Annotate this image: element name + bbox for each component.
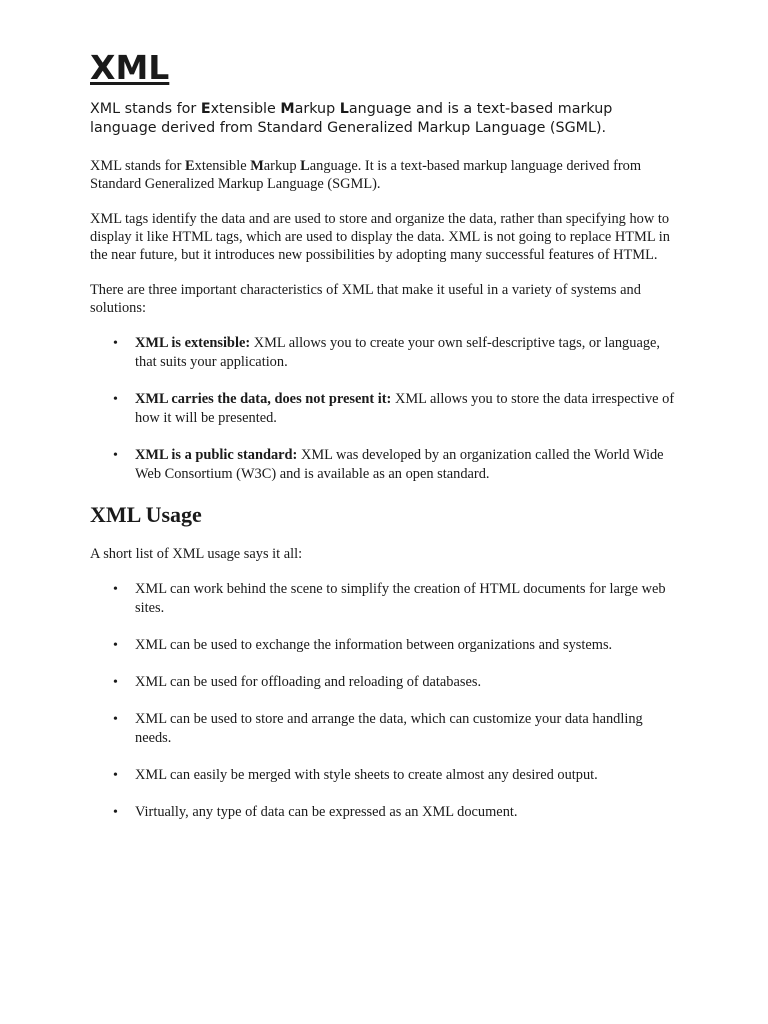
definition-paragraph	[90, 157, 678, 193]
list-item-bold: XML is extensible:	[135, 335, 251, 351]
usage-intro: A short list of XML usage says it all:	[90, 546, 303, 562]
list-item-bold: XML carries the data, does not present it:	[135, 391, 392, 407]
bullet-icon: •	[113, 448, 118, 463]
definition-l-rest: anguage. It is a text-based markup language derived from Standard Generalized Markup Language (SGML).	[90, 158, 642, 192]
definition-l: L	[300, 158, 310, 174]
list-item-bold: XML is a public standard:	[135, 447, 298, 463]
bullet-icon: •	[113, 675, 118, 690]
list-item-text: XML can be used to exchange the information between organizations and systems.	[135, 637, 613, 653]
definition-m: M	[250, 158, 264, 174]
bullet-icon: •	[113, 392, 118, 407]
intro-l: L	[339, 101, 349, 117]
list-item-text: XML allows you to store the data irrespective of how it will be presented.	[135, 391, 675, 426]
bullet-icon: •	[113, 712, 118, 727]
bullet-icon: •	[113, 638, 118, 653]
list-item-text: XML can easily be merged with style sheets to create almost any desired output.	[135, 767, 598, 783]
intro-l-rest: anguage and is a text-based markup language derived from Standard Generalized Markup Language (SGML).	[90, 101, 613, 136]
list-item	[90, 390, 678, 428]
usage-heading: XML Usage	[90, 502, 202, 527]
tags-paragraph: XML tags identify the data and are used to store and organize the data, rather than specifying how to display it like HTML tags, which are used to display the data. XML is not going to replace HTML in the near future, but it introduces new possibilities by adopting many successful features of HTML.	[90, 211, 670, 263]
definition-text-a: XML stands for	[90, 158, 182, 174]
list-item-text: Virtually, any type of data can be expressed as an XML document.	[135, 804, 518, 820]
intro-text-a: stands for	[124, 101, 197, 117]
definition-e-rest: xtensible	[194, 158, 247, 174]
list-item	[90, 334, 678, 372]
intro-xml: XML	[90, 101, 121, 117]
page-title: XML	[90, 48, 170, 87]
list-item	[90, 580, 678, 618]
list-item	[90, 673, 678, 692]
intro-paragraph	[90, 100, 678, 138]
intro-m: M	[280, 101, 295, 117]
list-item	[90, 766, 678, 785]
characteristics-list	[90, 334, 678, 484]
list-item-text: XML can be used to store and arrange the data, which can customize your data handling needs.	[135, 711, 643, 746]
list-item-text: XML was developed by an organization called the World Wide Web Consortium (W3C) and is available as an open standard.	[135, 447, 664, 482]
list-item-text: XML can work behind the scene to simplify the creation of HTML documents for large web sites.	[135, 581, 666, 616]
list-item-text: XML can be used for offloading and reloading of databases.	[135, 674, 482, 690]
intro-m-rest: arkup	[294, 101, 336, 117]
list-item	[90, 803, 678, 822]
bullet-icon: •	[113, 768, 118, 783]
bullet-icon: •	[113, 582, 118, 597]
list-item-text: XML allows you to create your own self-descriptive tags, or language, that suits your application.	[135, 335, 661, 370]
characteristics-intro: There are three important characteristics of XML that make it useful in a variety of systems and solutions:	[90, 282, 641, 316]
definition-e: E	[185, 158, 195, 174]
list-item	[90, 446, 678, 484]
bullet-icon: •	[113, 336, 118, 351]
intro-e-rest: xtensible	[210, 101, 276, 117]
definition-m-rest: arkup	[263, 158, 297, 174]
usage-list	[90, 580, 678, 822]
list-item	[90, 710, 678, 748]
list-item	[90, 636, 678, 655]
intro-e: E	[200, 101, 211, 117]
bullet-icon: •	[113, 805, 118, 820]
